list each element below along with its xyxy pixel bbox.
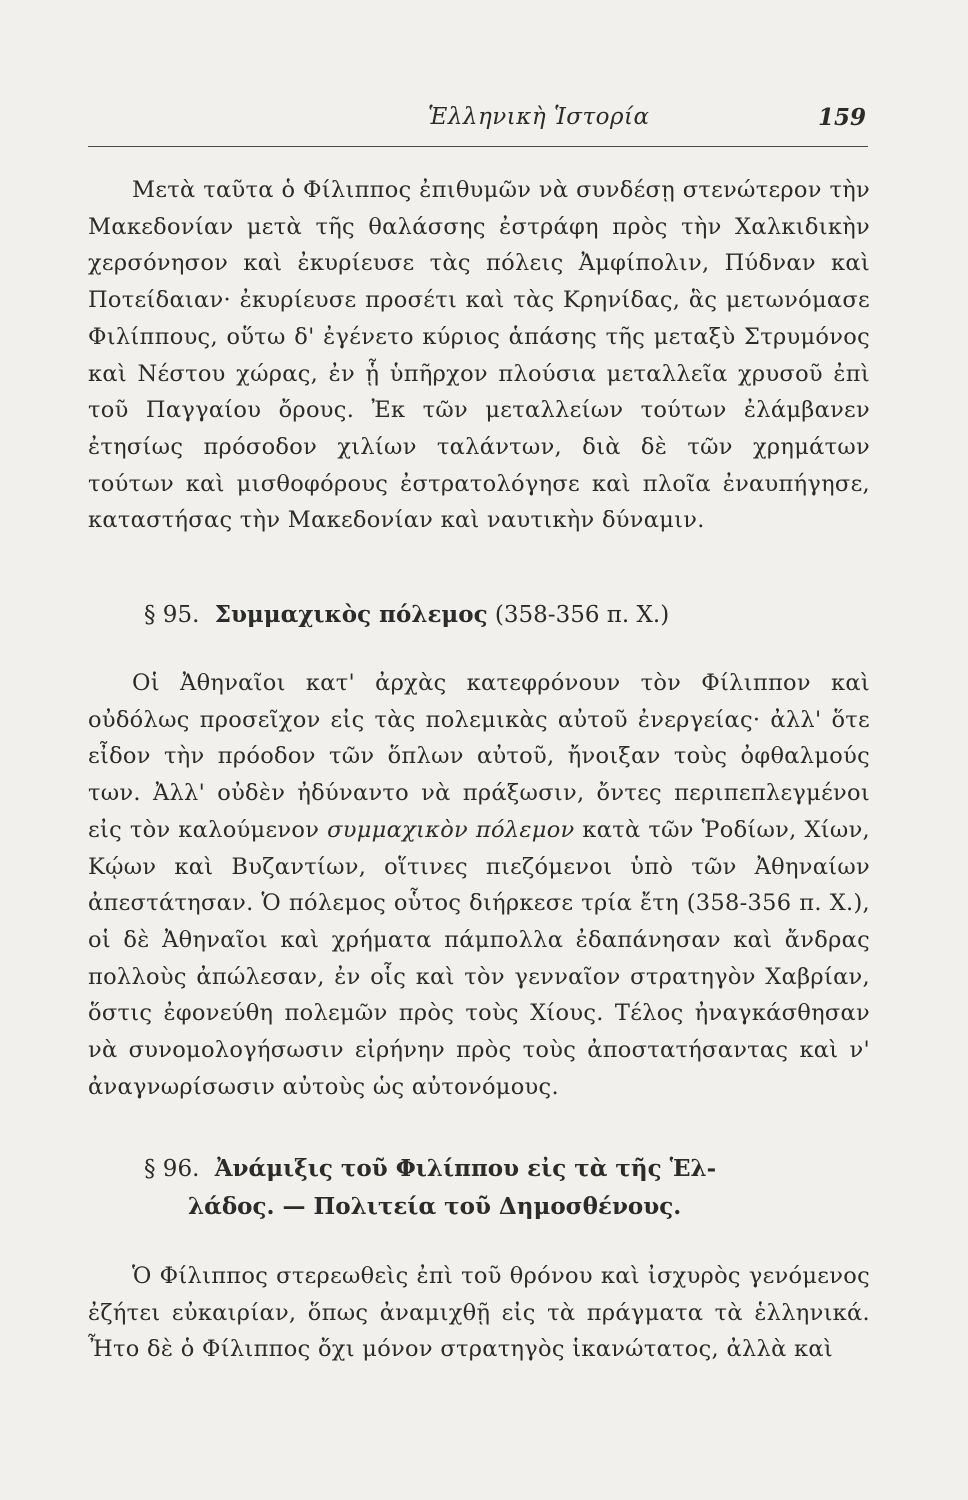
- section-title: Συμμαχικὸς πόλεμος: [214, 601, 488, 628]
- header-rule: [88, 146, 868, 147]
- section-dates: (358-356 π. Χ.): [494, 602, 670, 628]
- paragraph-text: Μετὰ ταῦτα ὁ Φίλιππος ἐπιθυμῶν νὰ συνδέσῃ στενώτερον τὴν Μακεδονίαν μετὰ τῆς θαλάσσης ἐστράφη πρὸς τὴν Χαλκιδικὴν χερσόνησον καὶ ἐκυρίευσε τὰς πόλεις Ἀμφίπολιν, Πύδναν καὶ Ποτείδαιαν· ἐκυρίευσε προσέτι καὶ τὰς Κρηνίδας, ἃς μετωνόμασε Φιλίππους, οὕτω δ' ἐγένετο κύριος ἁπάσης τῆς μεταξὺ Στρυμόνος καὶ Νέστου χώρας, ἐν ᾗ ὑπῆρχον πλούσια μεταλλεῖα χρυσοῦ ἐπὶ τοῦ Παγγαίου ὄρους. Ἐκ τῶν μεταλλείων τούτων ἐλάμβανεν ἐτησίως πρόσοδον χιλίων ταλάντων, διὰ δὲ τῶν χρημάτων τούτων καὶ μισθοφόρους ἐστρατολόγησε καὶ πλοῖα ἐναυπήγησε, καταστήσας τὴν Μακεδονίαν καὶ ναυτικὴν δύναμιν.: [88, 177, 870, 534]
- section-mark: § 95.: [144, 602, 200, 628]
- page-header: [88, 104, 868, 144]
- paragraph-philip-conquests: [88, 172, 870, 539]
- section-heading-96: [88, 1150, 870, 1226]
- section-heading-95: [88, 596, 870, 634]
- paragraph-part: κατὰ τῶν Ῥοδίων, Χίων, Κῴων καὶ Βυζαντίων, οἵτινες πιεζόμενοι ὑπὸ τῶν Ἀθηναίων ἀπεστάτησαν. Ὁ πόλεμος οὗτος διήρκεσε τρία ἔτη (358-356 π. Χ.), οἱ δὲ Ἀθηναῖοι καὶ χρήματα πάμπολλα ἐδαπάνησαν καὶ ἄνδρας πολλοὺς ἀπώλεσαν, ἐν οἷς καὶ τὸν γενναῖον στρατηγὸν Χαβρίαν, ὅστις ἐφονεύθη πολεμῶν πρὸς τοὺς Χίους. Τέλος ἠναγκάσθησαν νὰ συνομολογήσωσιν εἰρήνην πρὸς τοὺς ἀποστατήσαντας καὶ ν' ἀναγνωρίσωσιν αὐτοὺς ὡς αὐτονόμους.: [88, 816, 871, 1100]
- paragraph-philip-intervention: [88, 1258, 870, 1368]
- running-title: Ἑλληνικὴ Ἱστορία: [428, 104, 650, 130]
- paragraph-text: Ὁ Φίλιππος στερεωθεὶς ἐπὶ τοῦ θρόνου καὶ ἰσχυρὸς γενόμενος ἐζήτει εὐκαιρίαν, ὅπως ἀναμιχθῇ εἰς τὰ πράγματα τὰ ἑλληνικά. Ἦτο δὲ ὁ Φίλιππος ὄχι μόνον στρατηγὸς ἱκανώτατος, ἀλλὰ καὶ: [88, 1263, 870, 1363]
- paragraph-part: Οἱ Ἀθηναῖοι κατ' ἀρχὰς κατεφρόνουν τὸν Φίλιππον καὶ οὐδόλως προσεῖχον εἰς τὰς πολεμικὰς αὐτοῦ ἐνεργείας· ἀλλ' ὅτε εἶδον τὴν πρόοδον τῶν ὅπλων αὐτοῦ, ἤνοιξαν τοὺς ὀφθαλμούς των. Ἀλλ' οὐδὲν ἠδύναντο νὰ πράξωσιν, ὄντες περιπεπλεγμένοι εἰς τὸν καλούμενον: [88, 670, 870, 843]
- italic-term: συμμαχικὸν πόλεμον: [327, 816, 575, 843]
- paragraph-social-war: [88, 665, 870, 1105]
- page-number: 159: [817, 104, 866, 131]
- paragraph-text: [88, 665, 870, 1105]
- section-mark: § 96.: [144, 1156, 200, 1182]
- section-title-line-1: Ἀνάμιξις τοῦ Φιλίππου εἰς τὰ τῆς Ἑλ-: [214, 1155, 717, 1182]
- section-title-line-2: λάδος. — Πολιτεία τοῦ Δημοσθένους.: [188, 1193, 682, 1220]
